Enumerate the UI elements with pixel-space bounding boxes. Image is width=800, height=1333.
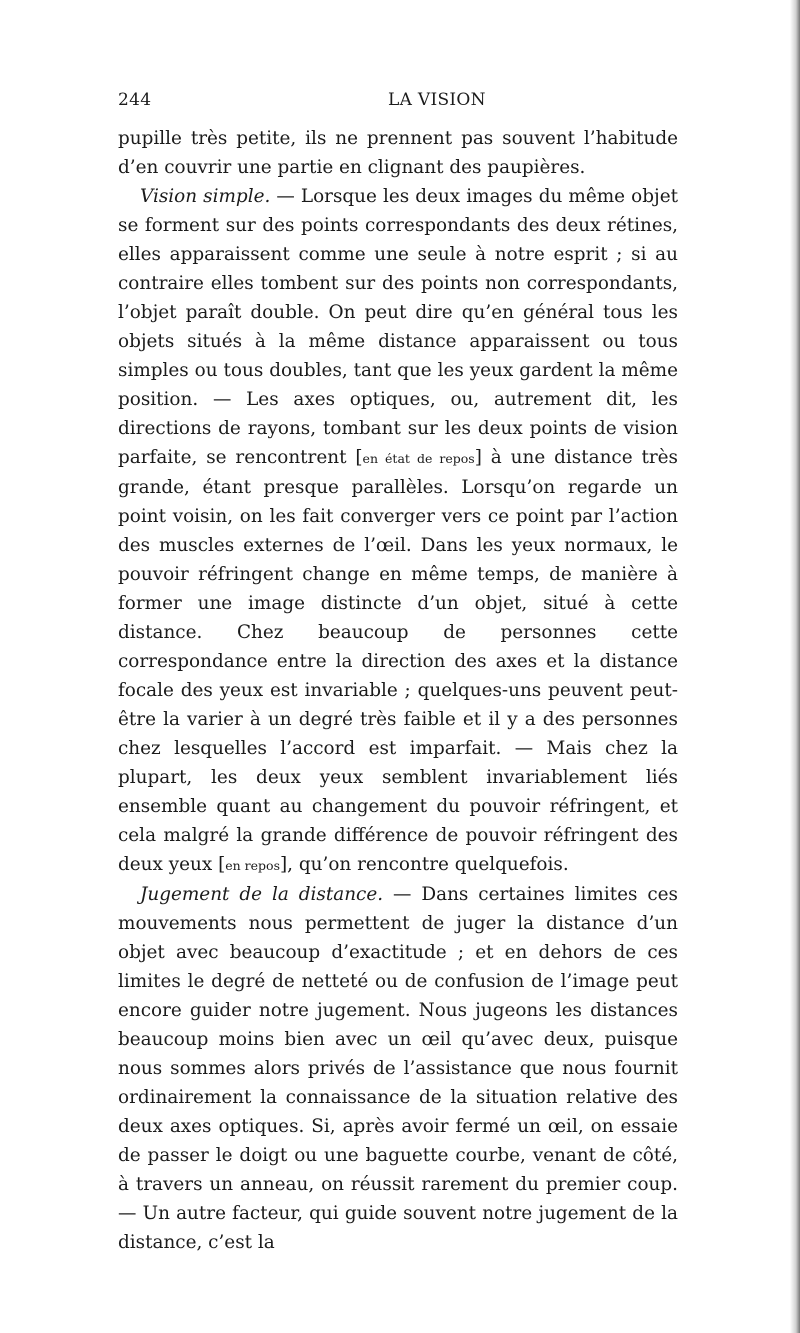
paragraph-1 <box>118 124 678 182</box>
text-run: ] à une distance très grande, étant presque parallèles. Lorsqu’on regarde un point voisin, on les fait converger vers ce point par l’action des muscles externes de l’œil. Dans les yeux normaux, le pouvoir réfringent change en même temps, de manière à former une image distincte d’un objet, situé à cette distance. Chez beaucoup de personnes cette correspondance entre la direction des axes et la distance focale des yeux est invariable ; quelques-uns peuvent peut-être la varier à un degré très faible et il y a des personnes chez lesquelles l’accord est imparfait. — Mais chez la plupart, les deux yeux semblent invariablement liés ensemble quant au changement du pouvoir réfringent, et cela malgré la grande différence de pouvoir réfringent des deux yeux <box>118 447 678 875</box>
paragraph-jugement-distance <box>118 880 678 1257</box>
text-run: pupille très petite, ils ne prennent pas souvent l’habitude d’en couvrir une partie en clignant des paupières. <box>118 128 678 178</box>
section-heading-vision-simple: Vision simple. <box>140 186 271 207</box>
section-heading-jugement-distance: Jugement de la distance. <box>140 884 384 905</box>
body-text <box>118 124 678 1257</box>
page-number: 244 <box>118 90 152 110</box>
paragraph-vision-simple <box>118 182 678 880</box>
page-edge-shadow <box>790 0 800 1333</box>
text-run: ], qu’on rencontre quelquefois. <box>280 854 569 875</box>
text-run: — Dans certaines limites ces mouvements nous permettent de juger la distance d’un objet avec beaucoup d’exactitude ; et en dehors de ces limites le degré de netteté ou de confusion de l’image peut encore guider notre jugement. Nous jugeons les distances beaucoup moins bien avec un œil qu’avec deux, puisque nous sommes alors privés de l’assistance que nous fournit ordinairement la connaissance de la situation relative des deux axes optiques. Si, après avoir fermé un œil, on essaie de passer le doigt ou une baguette courbe, venant de côté, à travers un anneau, on réussit rarement du premier coup. — Un autre facteur, qui guide souvent notre jugement de la distance, c’est la <box>118 884 678 1253</box>
running-head <box>118 90 678 114</box>
running-title: LA VISION <box>388 90 486 110</box>
bracket-open: [ <box>355 447 363 468</box>
bracket-open: [ <box>218 854 226 875</box>
bracketed-note: en état de repos <box>362 451 475 466</box>
bracketed-note: en repos <box>225 858 280 873</box>
text-run: — Lorsque les deux images du même objet se forment sur des points correspondants des deux rétines, elles apparaissent comme une seule à notre esprit ; si au contraire elles tombent sur des points non correspondants, l’objet paraît double. On peut dire qu’en général tous les objets situés à la même distance apparaissent ou tous simples ou tous doubles, tant que les yeux gardent la même position. — Les axes optiques, ou, autrement dit, les directions de rayons, tombant sur les deux points de vision parfaite, se rencontrent <box>118 186 678 468</box>
